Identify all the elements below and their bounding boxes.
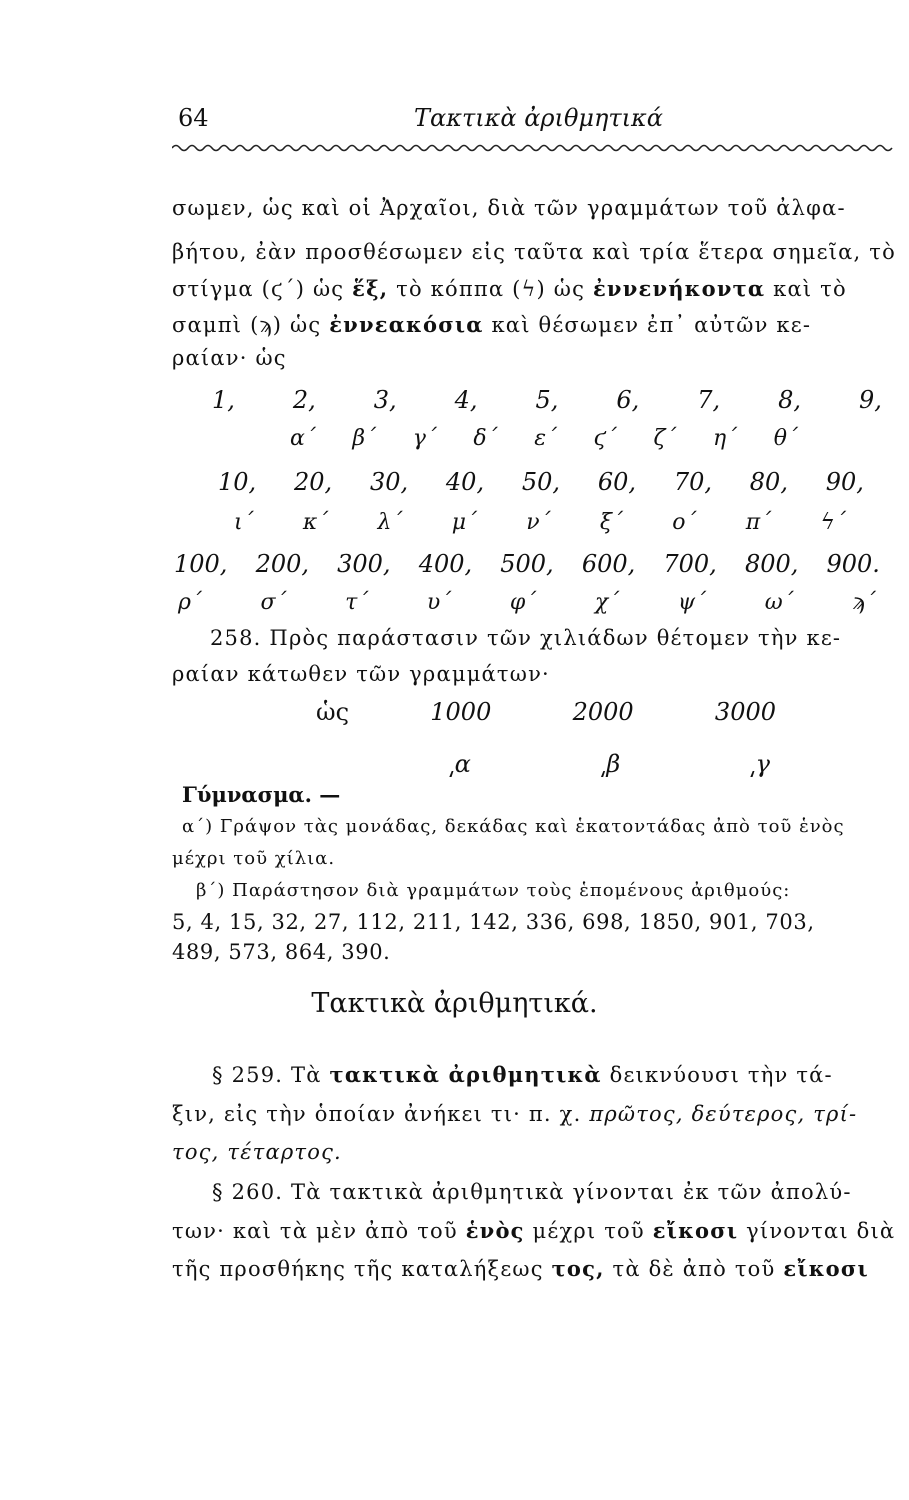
bold-term: τος, (551, 1256, 605, 1281)
running-title: Τακτικὰ ἀριθμητικά (414, 104, 663, 132)
intro-line-5: ραίαν· ὡς (172, 346, 287, 370)
thousands-value: 3000 (714, 698, 776, 726)
table-cell: 100, (174, 550, 228, 578)
table-cell: 70, (673, 468, 712, 496)
intro-text: σαμπὶ (ϡ) ὡς (172, 313, 330, 337)
table-cell: ζ΄ (653, 426, 677, 451)
intro-line-4 (172, 312, 892, 337)
thousands-letter: ͵α (448, 750, 471, 778)
para-text: τῆς προσθήκης τῆς καταλήξεως (172, 1257, 552, 1281)
table-cell: 900. (826, 550, 880, 578)
para-text: § 259. Τὰ (212, 1063, 330, 1087)
table-cell: 500, (500, 550, 554, 578)
table-cell: 50, (521, 468, 561, 496)
para-259-line-3: τος, τέταρτος. (172, 1140, 342, 1164)
para-258-line-1: 258. Πρὸς παράστασιν τῶν χιλιάδων θέτομεν τὴν κε- (210, 626, 842, 650)
table-cell: υ΄ (426, 590, 452, 615)
table-cell: χ΄ (594, 590, 620, 615)
para-259-line-1 (212, 1062, 896, 1087)
table-cell: π΄ (745, 510, 772, 535)
table-cell: ξ΄ (599, 510, 624, 535)
table-cell: 30, (369, 468, 409, 496)
table-cell: 3, (373, 386, 397, 414)
table-cell: 80, (749, 468, 788, 496)
table-cell: δ΄ (473, 426, 498, 451)
table-cell: 9, (859, 386, 882, 414)
thousands-letter: ͵β (599, 750, 621, 778)
para-258-line-2: ραίαν κάτωθεν τῶν γραμμάτων· (172, 662, 550, 686)
bold-term: ἐννενήκοντα (592, 276, 766, 301)
thousands-value: 1000 (430, 698, 492, 726)
table-cell: 300, (337, 550, 391, 578)
table-cell: ϟ΄ (820, 510, 846, 535)
intro-line-2: βήτου, ἐὰν προσθέσωμεν εἰς ταῦτα καὶ τρία ἕτερα σημεῖα, τὸ (172, 240, 896, 264)
para-text: ξιν, εἰς τὴν ὁποίαν ἀνήκει τι· π. χ. (172, 1102, 590, 1126)
para-260-line-3 (172, 1256, 892, 1281)
table-cell: ϛ΄ (593, 426, 617, 451)
para-text: γίνονται διὰ (738, 1219, 896, 1243)
table-cell: 200, (255, 550, 309, 578)
intro-line-1: σωμεν, ὡς καὶ οἱ Ἀρχαῖοι, διὰ τῶν γραμμάτων τοῦ ἀλφα- (172, 196, 846, 220)
table-cell: σ΄ (260, 590, 287, 615)
thousands-lead: ὡς (316, 698, 350, 726)
thousands-value: 2000 (572, 698, 634, 726)
exercise-numbers-line-2: 489, 573, 864, 390. (172, 940, 391, 964)
para-259-line-2 (172, 1102, 892, 1126)
table-cell: 800, (744, 550, 799, 578)
table-cell: μ΄ (451, 510, 478, 535)
table-cell: 600, (581, 550, 636, 578)
units-row (212, 386, 882, 414)
table-cell: 700, (663, 550, 717, 578)
intro-line-3 (172, 276, 892, 301)
thousands-examples (316, 698, 776, 726)
bold-term: τακτικὰ ἀριθμητικὰ (329, 1062, 602, 1087)
para-text: των· καὶ τὰ μὲν ἀπὸ τοῦ (172, 1219, 466, 1243)
table-cell: ϡ΄ (852, 590, 876, 615)
exercise-a-line-2: μέχρι τοῦ χίλια. (172, 848, 336, 869)
table-cell: β΄ (352, 426, 377, 451)
table-cell: θ΄ (773, 426, 798, 451)
table-cell: ο΄ (672, 510, 697, 535)
para-text: δεικνύουσι τὴν τά- (601, 1063, 833, 1087)
table-cell: 60, (597, 468, 637, 496)
table-cell: 10, (218, 468, 257, 496)
intro-text: καὶ τὸ (765, 277, 847, 301)
intro-text: στίγμα (ϛ΄) ὡς (172, 277, 353, 301)
thousands-letter: ͵γ (748, 750, 770, 778)
table-cell: 5, (535, 386, 559, 414)
table-cell: ι΄ (234, 510, 254, 535)
bold-term: εἴκοσι (652, 1218, 739, 1243)
table-cell: 400, (418, 550, 473, 578)
bold-term: ἐννεακόσια (329, 312, 484, 337)
table-cell: 40, (445, 468, 485, 496)
thousands-letters (448, 750, 770, 778)
exercise-heading: Γύμνασμα. — (182, 782, 341, 807)
exercise-b-line-1: β΄) Παράστησον διὰ γραμμάτων τοὺς ἑπομένους ἀριθμούς: (196, 880, 791, 901)
exercise-numbers-line-1: 5, 4, 15, 32, 27, 112, 211, 142, 336, 698, 1850, 901, 703, (172, 910, 815, 934)
bold-term: ἕξ, (352, 276, 389, 301)
table-cell: 8, (778, 386, 802, 414)
table-cell: α΄ (290, 426, 316, 451)
exercise-a-line-1: α΄) Γράψον τὰς μονάδας, δεκάδας καὶ ἑκατοντάδας ἀπὸ τοῦ ἑνὸς (182, 816, 845, 837)
table-cell: κ΄ (302, 510, 329, 535)
page-header (178, 100, 890, 140)
table-cell: 90, (825, 468, 864, 496)
intro-text: τὸ κόππα (ϟ) ὡς (388, 277, 593, 301)
table-cell: 4, (454, 386, 478, 414)
hundred-letters-row (178, 590, 876, 615)
table-cell: 2, (292, 386, 316, 414)
table-cell: γ΄ (412, 426, 437, 451)
table-cell: τ΄ (345, 590, 369, 615)
bold-term: ἑνὸς (465, 1218, 525, 1243)
section-title: Τακτικὰ ἀριθμητικά. (311, 988, 598, 1019)
ten-letters-row (234, 510, 846, 535)
table-cell: 7, (697, 386, 721, 414)
table-cell: 6, (616, 386, 640, 414)
para-260-line-2 (172, 1218, 896, 1243)
table-cell: 20, (293, 468, 333, 496)
header-wavy-rule (172, 142, 894, 154)
table-cell: ε΄ (534, 426, 558, 451)
hundreds-row (174, 550, 880, 578)
table-cell: ρ΄ (178, 590, 202, 615)
table-cell: ψ΄ (677, 590, 707, 615)
table-cell: λ΄ (377, 510, 403, 535)
tens-row (218, 468, 864, 496)
para-text: μέχρι τοῦ (524, 1219, 653, 1243)
intro-text: καὶ θέσωμεν ἐπ᾿ αὐτῶν κε- (483, 313, 812, 337)
unit-letters-row (290, 426, 798, 451)
bold-term: εἴκοσι (783, 1256, 869, 1281)
para-text: τὰ δὲ ἀπὸ τοῦ (604, 1257, 784, 1281)
table-cell: η΄ (713, 426, 738, 451)
table-cell: φ΄ (509, 590, 537, 615)
table-cell: ω΄ (764, 590, 794, 615)
table-cell: 1, (212, 386, 235, 414)
italic-examples: πρῶτος, δεύτερος, τρί- (589, 1102, 858, 1126)
page-number: 64 (178, 104, 209, 132)
table-cell: ν΄ (526, 510, 551, 535)
para-260-line-1: § 260. Τὰ τακτικὰ ἀριθμητικὰ γίνονται ἐκ τῶν ἀπολύ- (212, 1180, 852, 1204)
